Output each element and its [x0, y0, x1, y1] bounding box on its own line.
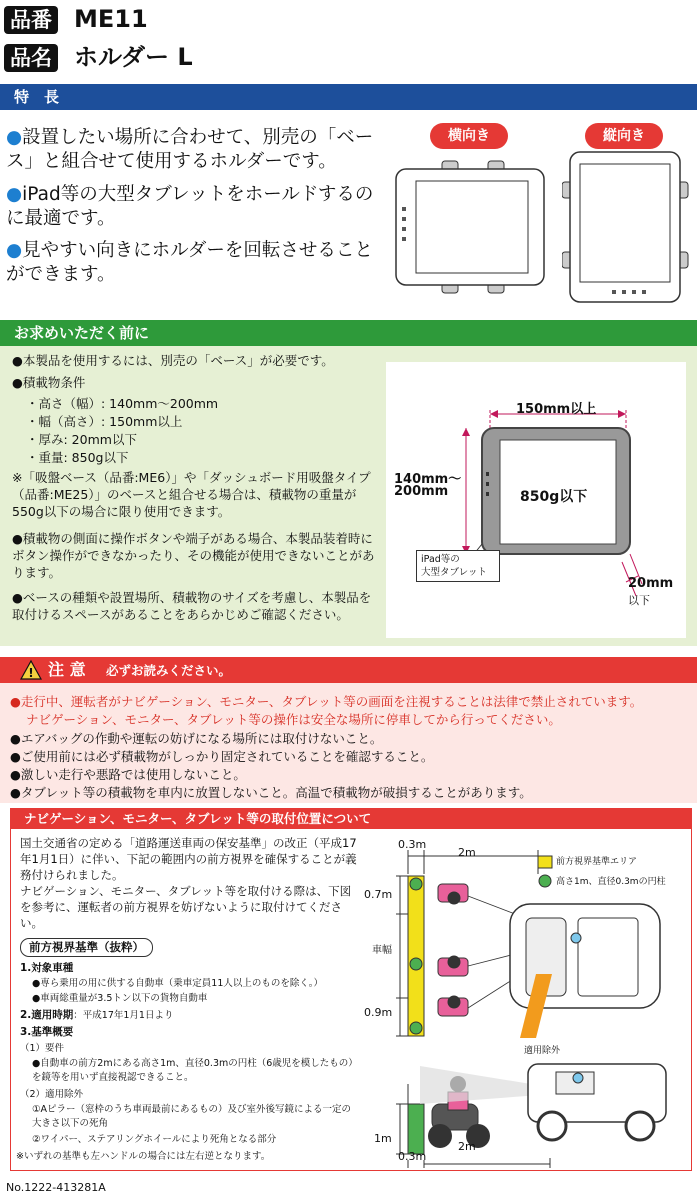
caution-warning-2: ナビゲーション、モニター、タブレット等の操作は安全な場所に停車してから行ってください。 [26, 712, 561, 727]
legend-area: 前方視界基準エリア [556, 857, 638, 867]
bp-spec-4: ・重量: 850g以下 [26, 450, 129, 465]
caution-item-1: ●エアバッグの作動や運転の妨げになる場所には取付けないこと。 [10, 731, 383, 746]
feature-item-2: ●iPad等の大型タブレットをホールドするのに最適です。 [6, 184, 374, 229]
caution-warning-1: ●走行中、運転者がナビゲーション、モニター、タブレット等の画面を注視することは法律で禁止されています。 [10, 694, 643, 709]
s2-row: 2.適用時期：平成17年1月1日より [20, 1009, 174, 1021]
caution-header [0, 657, 697, 683]
s3-1: （1）要件 [20, 1043, 65, 1054]
diag-top-03: 0.3m [398, 838, 427, 851]
diagram-height-label-2: 200mm [394, 484, 449, 499]
diag-excluded: 適用除外 [524, 1046, 561, 1056]
s3-2: （2）適用除外 [20, 1089, 84, 1100]
part-number-tag: 品番 [4, 6, 58, 34]
diagram-width-label: 150mm以上 [516, 402, 597, 417]
standard-title: 前方視界基準（抜粋） [20, 938, 153, 957]
diagram-weight-label: 850g以下 [520, 489, 588, 505]
s1-b: ●車両総重量が3.5トン以下の貨物自動車 [32, 993, 208, 1004]
s3-2b: ②ワイパー、ステアリングホイールにより死角となる部分 [32, 1134, 277, 1145]
bp-spec-3: ・厚み: 20mm以下 [26, 432, 137, 447]
diagram-height-label-1: 140mm～ [394, 472, 462, 487]
bp-spec-2: ・幅（高さ）: 150mm以上 [26, 414, 183, 429]
nav-footnote: ※いずれの基準も左ハンドルの場合には左右逆となります。 [16, 1151, 271, 1162]
diag-top-2m: 2m [458, 846, 476, 859]
feature-item-1: ●設置したい場所に合わせて、別売の「ベース」と組合せて使用するホルダーです。 [6, 127, 374, 172]
diag-width: 車幅 [372, 945, 392, 956]
landscape-holder-illustration [392, 155, 552, 295]
bp-line-2: ●積載物条件 [12, 375, 86, 390]
product-name: ホルダー L [74, 43, 193, 71]
caution-item-2: ●ご使用前には必ず積載物がしっかり固定されていることを確認すること。 [10, 749, 434, 764]
bp-note: ※「吸盤ベース（品番:ME6）」や「ダッシュボード用吸盤タイプ（品番:ME25）」のベースと組合せる場合は、積載物の重量が550g以下の場合に限り使用できます。 [12, 470, 371, 519]
s3-title: 3.基準概要 [20, 1026, 74, 1038]
caution-subtitle: 必ずお読みください。 [106, 663, 232, 678]
portrait-holder-illustration [562, 148, 692, 306]
svg-text:!: ! [28, 666, 34, 680]
product-name-tag: 品名 [4, 44, 58, 72]
features-title: 特 長 [0, 84, 697, 110]
diag-bottom-03: 0.3m [398, 1150, 427, 1163]
portrait-label: 縦向き [585, 123, 663, 149]
diag-09: 0.9m [364, 1006, 393, 1019]
diag-07: 0.7m [364, 888, 393, 901]
diagram-tablet-label: iPad等の 大型タブレット [416, 550, 500, 582]
bp-spec-1: ・高さ（幅）: 140mm～200mm [26, 396, 219, 411]
nav-position-title: ナビゲーション、モニター、タブレット等の取付位置について [10, 808, 692, 829]
legend-pole: 高さ1m、直径0.3mの円柱 [556, 877, 666, 887]
caution-item-3: ●激しい走行や悪路では使用しないこと。 [10, 767, 246, 782]
bp-line-4: ●ベースの種類や設置場所、積載物のサイズを考慮し、本製品を取付けるスペースがあることをあらかじめご確認ください。 [12, 590, 372, 622]
nav-intro-1: 国土交通省の定める「道路運送車両の保安基準」の改正（平成17年1月1日）に伴い、下記の範囲内の前方視界を確保することが義務付けられました。 [20, 836, 357, 882]
s1-a: ●専ら乗用の用に供する自動車（乗車定員11人以上のものを除く。） [32, 978, 323, 989]
landscape-label: 横向き [430, 123, 508, 149]
bp-line-3: ●積載物の側面に操作ボタンや端子がある場合、本製品装着時にボタン操作ができなかったり、その機能が使用できないことがあります。 [12, 531, 375, 580]
warning-triangle-icon [20, 659, 42, 681]
diagram-thickness-label-2: 以下 [628, 594, 650, 607]
before-purchase-title: お求めいただく前に [0, 320, 697, 346]
bp-line-1: ●本製品を使用するには、別売の「ベース」が必要です。 [12, 353, 334, 368]
diagram-thickness-label-1: 20mm [628, 576, 674, 591]
diag-bottom-2m: 2m [458, 1140, 476, 1153]
footer-code: No.1222-413281A [6, 1181, 106, 1194]
s3-2a: ①Aピラー（窓枠のうち車両最前にあるもの）及び室外後写鏡による一定の大きさ以下の死角 [32, 1104, 352, 1129]
nav-intro-2: ナビゲーション、モニター、タブレット等を取付ける際は、下図を参考に、運転者の前方視界を妨げないように取付けてください。 [20, 884, 352, 930]
s1-title: 1.対象車種 [20, 962, 74, 974]
caution-item-4: ●タブレット等の積載物を車内に放置しないこと。高温で積載物が破損することがあります。 [10, 785, 532, 800]
caution-title: 注 意 [48, 660, 86, 679]
diag-1m: 1m [374, 1132, 392, 1145]
s3-1a: ●自動車の前方2mにある高さ1m、直径0.3mの円柱（6歳児を模したもの）を鏡等を用いず直接視認できること。 [32, 1058, 354, 1083]
part-number: ME11 [74, 5, 148, 33]
feature-item-3: ●見やすい向きにホルダーを回転させることができます。 [6, 240, 373, 285]
